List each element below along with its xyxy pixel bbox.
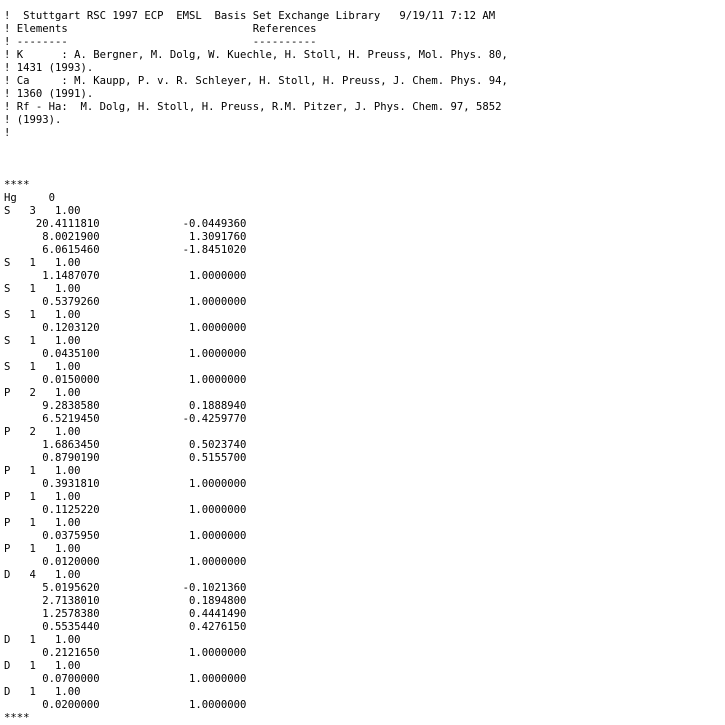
text-line: D 4 1.00 (4, 569, 81, 581)
text-line: S 1 1.00 (4, 283, 81, 295)
text-line: D 1 1.00 (4, 634, 81, 646)
text-line: D 1 1.00 (4, 660, 81, 672)
text-line: D 1 1.00 (4, 686, 81, 698)
text-line: ! Rf - Ha: M. Dolg, H. Stoll, H. Preuss, R.M. Pitzer, J. Phys. Chem. 97, 5852 (4, 101, 502, 113)
text-line: 0.8790190 0.5155700 (4, 452, 247, 464)
text-line: S 1 1.00 (4, 309, 81, 321)
text-line: ! (1993). (4, 114, 62, 126)
text-line: 0.0435100 1.0000000 (4, 348, 247, 360)
text-line: P 2 1.00 (4, 426, 81, 438)
text-line: 0.1125220 1.0000000 (4, 504, 247, 516)
text-line: ! Elements References (4, 23, 317, 35)
text-line: P 1 1.00 (4, 491, 81, 503)
text-line: S 1 1.00 (4, 335, 81, 347)
text-line: 6.0615460 -1.8451020 (4, 244, 247, 256)
text-line: Hg 0 (4, 192, 56, 204)
text-line: ! -------- ---------- (4, 36, 317, 48)
text-line: S 1 1.00 (4, 257, 81, 269)
text-line: 0.2121650 1.0000000 (4, 647, 247, 659)
text-line: 1.1487070 1.0000000 (4, 270, 247, 282)
text-line: **** (4, 179, 30, 191)
text-line: 2.7138010 0.1894800 (4, 595, 247, 607)
text-line: 0.0120000 1.0000000 (4, 556, 247, 568)
text-line: S 1 1.00 (4, 361, 81, 373)
text-line: P 1 1.00 (4, 517, 81, 529)
text-line: 5.0195620 -0.1021360 (4, 582, 247, 594)
text-line: **** (4, 712, 30, 724)
blank-line (4, 153, 508, 166)
text-line: P 1 1.00 (4, 465, 81, 477)
text-line: P 2 1.00 (4, 387, 81, 399)
text-line: 0.0200000 1.0000000 (4, 699, 247, 711)
blank-line (4, 166, 508, 179)
text-line: 20.4111810 -0.0449360 (4, 218, 247, 230)
text-line: 6.5219450 -0.4259770 (4, 413, 247, 425)
text-line: ! 1360 (1991). (4, 88, 94, 100)
text-line: 0.0375950 1.0000000 (4, 530, 247, 542)
text-line: ! 1431 (1993). (4, 62, 94, 74)
text-line: 0.5535440 0.4276150 (4, 621, 247, 633)
text-line: 0.0700000 1.0000000 (4, 673, 247, 685)
text-line: P 1 1.00 (4, 543, 81, 555)
text-line: 0.5379260 1.0000000 (4, 296, 247, 308)
text-line: ! Stuttgart RSC 1997 ECP EMSL Basis Set Exchange Library 9/19/11 7:12 AM (4, 10, 496, 22)
text-line: 0.0150000 1.0000000 (4, 374, 247, 386)
text-line: S 3 1.00 (4, 205, 81, 217)
blank-line (4, 140, 508, 153)
text-line: 0.1203120 1.0000000 (4, 322, 247, 334)
text-line: 9.2838580 0.1888940 (4, 400, 247, 412)
text-line: ! K : A. Bergner, M. Dolg, W. Kuechle, H. Stoll, H. Preuss, Mol. Phys. 80, (4, 49, 508, 61)
basis-set-text-document (4, 10, 508, 725)
text-line: 1.2578380 0.4441490 (4, 608, 247, 620)
text-line: ! Ca : M. Kaupp, P. v. R. Schleyer, H. Stoll, H. Preuss, J. Chem. Phys. 94, (4, 75, 508, 87)
text-line: 8.0021900 1.3091760 (4, 231, 247, 243)
text-line: ! (4, 127, 11, 139)
text-line: 1.6863450 0.5023740 (4, 439, 247, 451)
text-line: 0.3931810 1.0000000 (4, 478, 247, 490)
